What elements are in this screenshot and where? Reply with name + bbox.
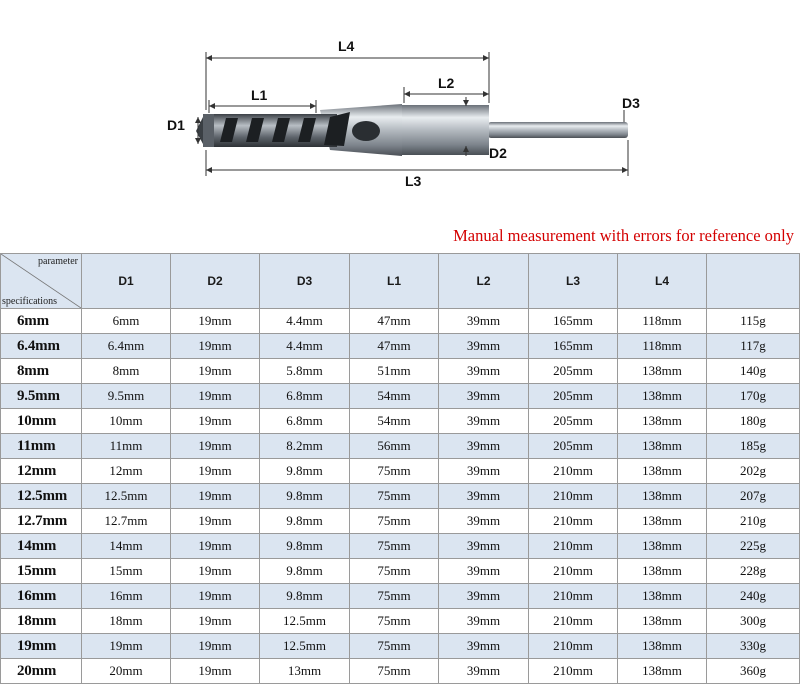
table-cell: 19mm <box>171 484 260 509</box>
table-cell: 12mm <box>82 459 171 484</box>
table-cell: 6.8mm <box>260 384 350 409</box>
label-L1: L1 <box>251 87 268 103</box>
table-cell: 19mm <box>171 634 260 659</box>
table-cell: 20mm <box>82 659 171 684</box>
spec-size-cell: 18mm <box>1 609 82 634</box>
table-cell: 205mm <box>529 409 618 434</box>
column-header: L1 <box>350 254 439 309</box>
table-row <box>1 334 800 359</box>
table-cell: 19mm <box>171 334 260 359</box>
spec-table <box>0 253 800 684</box>
table-cell: 16mm <box>82 584 171 609</box>
table-cell: 11mm <box>82 434 171 459</box>
table-cell: 170g <box>707 384 800 409</box>
table-cell: 117g <box>707 334 800 359</box>
table-cell: 9.8mm <box>260 559 350 584</box>
table-cell: 39mm <box>439 409 529 434</box>
table-cell: 19mm <box>171 559 260 584</box>
spec-size-cell: 12mm <box>1 459 82 484</box>
table-cell: 75mm <box>350 634 439 659</box>
table-cell: 56mm <box>350 434 439 459</box>
table-cell: 39mm <box>439 484 529 509</box>
table-cell: 10mm <box>82 409 171 434</box>
table-cell: 118mm <box>618 309 707 334</box>
table-cell: 12.5mm <box>260 634 350 659</box>
label-D3: D3 <box>622 95 640 111</box>
table-row <box>1 434 800 459</box>
table-cell: 165mm <box>529 334 618 359</box>
column-header: D2 <box>171 254 260 309</box>
table-cell: 138mm <box>618 384 707 409</box>
table-row <box>1 384 800 409</box>
table-cell: 19mm <box>171 609 260 634</box>
table-cell: 210mm <box>529 659 618 684</box>
table-cell: 14mm <box>82 534 171 559</box>
table-cell: 39mm <box>439 334 529 359</box>
table-row <box>1 584 800 609</box>
table-cell: 75mm <box>350 459 439 484</box>
table-cell: 210mm <box>529 634 618 659</box>
corner-label-specifications: specifications <box>2 296 57 307</box>
label-L3: L3 <box>405 173 422 189</box>
table-cell: 205mm <box>529 359 618 384</box>
table-cell: 9.8mm <box>260 459 350 484</box>
table-cell: 19mm <box>171 459 260 484</box>
spec-size-cell: 15mm <box>1 559 82 584</box>
table-cell: 39mm <box>439 309 529 334</box>
table-cell: 19mm <box>171 534 260 559</box>
table-cell: 115g <box>707 309 800 334</box>
table-cell: 140g <box>707 359 800 384</box>
table-cell: 138mm <box>618 634 707 659</box>
table-cell: 210mm <box>529 509 618 534</box>
table-cell: 39mm <box>439 434 529 459</box>
table-cell: 4.4mm <box>260 309 350 334</box>
spec-size-cell: 10mm <box>1 409 82 434</box>
table-cell: 6mm <box>82 309 171 334</box>
table-row <box>1 634 800 659</box>
table-cell: 19mm <box>171 509 260 534</box>
table-cell: 138mm <box>618 559 707 584</box>
column-header: L2 <box>439 254 529 309</box>
label-D1: D1 <box>167 117 185 133</box>
table-cell: 39mm <box>439 559 529 584</box>
table-cell: 9.8mm <box>260 584 350 609</box>
table-cell: 205mm <box>529 384 618 409</box>
spec-size-cell: 12.5mm <box>1 484 82 509</box>
table-cell: 210mm <box>529 484 618 509</box>
table-cell: 75mm <box>350 534 439 559</box>
table-cell: 75mm <box>350 509 439 534</box>
table-cell: 75mm <box>350 584 439 609</box>
table-row <box>1 484 800 509</box>
label-L2: L2 <box>438 75 455 91</box>
table-cell: 205mm <box>529 434 618 459</box>
table-cell: 19mm <box>171 359 260 384</box>
table-cell: 19mm <box>171 659 260 684</box>
table-cell: 138mm <box>618 434 707 459</box>
table-cell: 4.4mm <box>260 334 350 359</box>
table-header-row <box>1 254 800 309</box>
table-cell: 54mm <box>350 409 439 434</box>
table-row <box>1 409 800 434</box>
table-cell: 75mm <box>350 484 439 509</box>
table-cell: 9.8mm <box>260 484 350 509</box>
table-cell: 8mm <box>82 359 171 384</box>
table-cell: 15mm <box>82 559 171 584</box>
column-header: L3 <box>529 254 618 309</box>
corner-label-parameter: parameter <box>38 256 78 267</box>
table-cell: 19mm <box>171 384 260 409</box>
table-cell: 19mm <box>171 309 260 334</box>
spec-size-cell: 9.5mm <box>1 384 82 409</box>
table-cell: 138mm <box>618 509 707 534</box>
table-row <box>1 659 800 684</box>
table-cell: 202g <box>707 459 800 484</box>
table-cell: 12.7mm <box>82 509 171 534</box>
table-cell: 47mm <box>350 334 439 359</box>
table-cell: 138mm <box>618 609 707 634</box>
table-cell: 6.8mm <box>260 409 350 434</box>
table-cell: 210mm <box>529 534 618 559</box>
table-cell: 39mm <box>439 634 529 659</box>
table-cell: 39mm <box>439 509 529 534</box>
table-cell: 360g <box>707 659 800 684</box>
table-cell: 210g <box>707 509 800 534</box>
spec-size-cell: 19mm <box>1 634 82 659</box>
table-cell: 210mm <box>529 584 618 609</box>
table-cell: 138mm <box>618 409 707 434</box>
table-cell: 39mm <box>439 384 529 409</box>
table-cell: 225g <box>707 534 800 559</box>
table-row <box>1 509 800 534</box>
table-cell: 210mm <box>529 459 618 484</box>
table-cell: 47mm <box>350 309 439 334</box>
table-cell: 5.8mm <box>260 359 350 384</box>
label-L4: L4 <box>338 38 355 54</box>
table-cell: 19mm <box>171 409 260 434</box>
table-cell: 138mm <box>618 659 707 684</box>
table-cell: 51mm <box>350 359 439 384</box>
table-cell: 210mm <box>529 559 618 584</box>
table-corner-header <box>1 254 82 309</box>
table-cell: 19mm <box>171 584 260 609</box>
table-cell: 185g <box>707 434 800 459</box>
table-cell: 118mm <box>618 334 707 359</box>
table-cell: 75mm <box>350 559 439 584</box>
table-cell: 18mm <box>82 609 171 634</box>
table-cell: 330g <box>707 634 800 659</box>
table-row <box>1 559 800 584</box>
dimension-diagram <box>0 0 800 252</box>
table-cell: 8.2mm <box>260 434 350 459</box>
table-row <box>1 459 800 484</box>
table-cell: 39mm <box>439 609 529 634</box>
table-cell: 228g <box>707 559 800 584</box>
spec-size-cell: 16mm <box>1 584 82 609</box>
table-cell: 138mm <box>618 534 707 559</box>
table-row <box>1 534 800 559</box>
table-cell: 300g <box>707 609 800 634</box>
column-header <box>707 254 800 309</box>
table-cell: 75mm <box>350 609 439 634</box>
table-cell: 39mm <box>439 359 529 384</box>
table-row <box>1 609 800 634</box>
table-cell: 138mm <box>618 484 707 509</box>
spec-size-cell: 8mm <box>1 359 82 384</box>
column-header: D1 <box>82 254 171 309</box>
table-cell: 9.8mm <box>260 534 350 559</box>
table-cell: 39mm <box>439 534 529 559</box>
table-cell: 138mm <box>618 584 707 609</box>
table-cell: 210mm <box>529 609 618 634</box>
table-cell: 12.5mm <box>82 484 171 509</box>
table-cell: 13mm <box>260 659 350 684</box>
table-cell: 240g <box>707 584 800 609</box>
spec-size-cell: 14mm <box>1 534 82 559</box>
table-cell: 12.5mm <box>260 609 350 634</box>
table-cell: 207g <box>707 484 800 509</box>
table-cell: 9.5mm <box>82 384 171 409</box>
table-cell: 19mm <box>82 634 171 659</box>
column-header: D3 <box>260 254 350 309</box>
table-cell: 9.8mm <box>260 509 350 534</box>
table-cell: 138mm <box>618 459 707 484</box>
table-cell: 39mm <box>439 459 529 484</box>
chisel-bit-image <box>196 104 628 156</box>
table-cell: 19mm <box>171 434 260 459</box>
measurement-note: Manual measurement with errors for reference only <box>453 226 794 245</box>
table-row <box>1 359 800 384</box>
spec-size-cell: 6mm <box>1 309 82 334</box>
spec-size-cell: 20mm <box>1 659 82 684</box>
label-D2: D2 <box>489 145 507 161</box>
table-cell: 39mm <box>439 659 529 684</box>
spec-size-cell: 6.4mm <box>1 334 82 359</box>
table-cell: 39mm <box>439 584 529 609</box>
table-cell: 138mm <box>618 359 707 384</box>
table-cell: 75mm <box>350 659 439 684</box>
table-cell: 6.4mm <box>82 334 171 359</box>
column-header: L4 <box>618 254 707 309</box>
table-row <box>1 309 800 334</box>
table-cell: 165mm <box>529 309 618 334</box>
table-body <box>1 309 800 684</box>
table-cell: 180g <box>707 409 800 434</box>
spec-size-cell: 12.7mm <box>1 509 82 534</box>
table-cell: 54mm <box>350 384 439 409</box>
spec-size-cell: 11mm <box>1 434 82 459</box>
